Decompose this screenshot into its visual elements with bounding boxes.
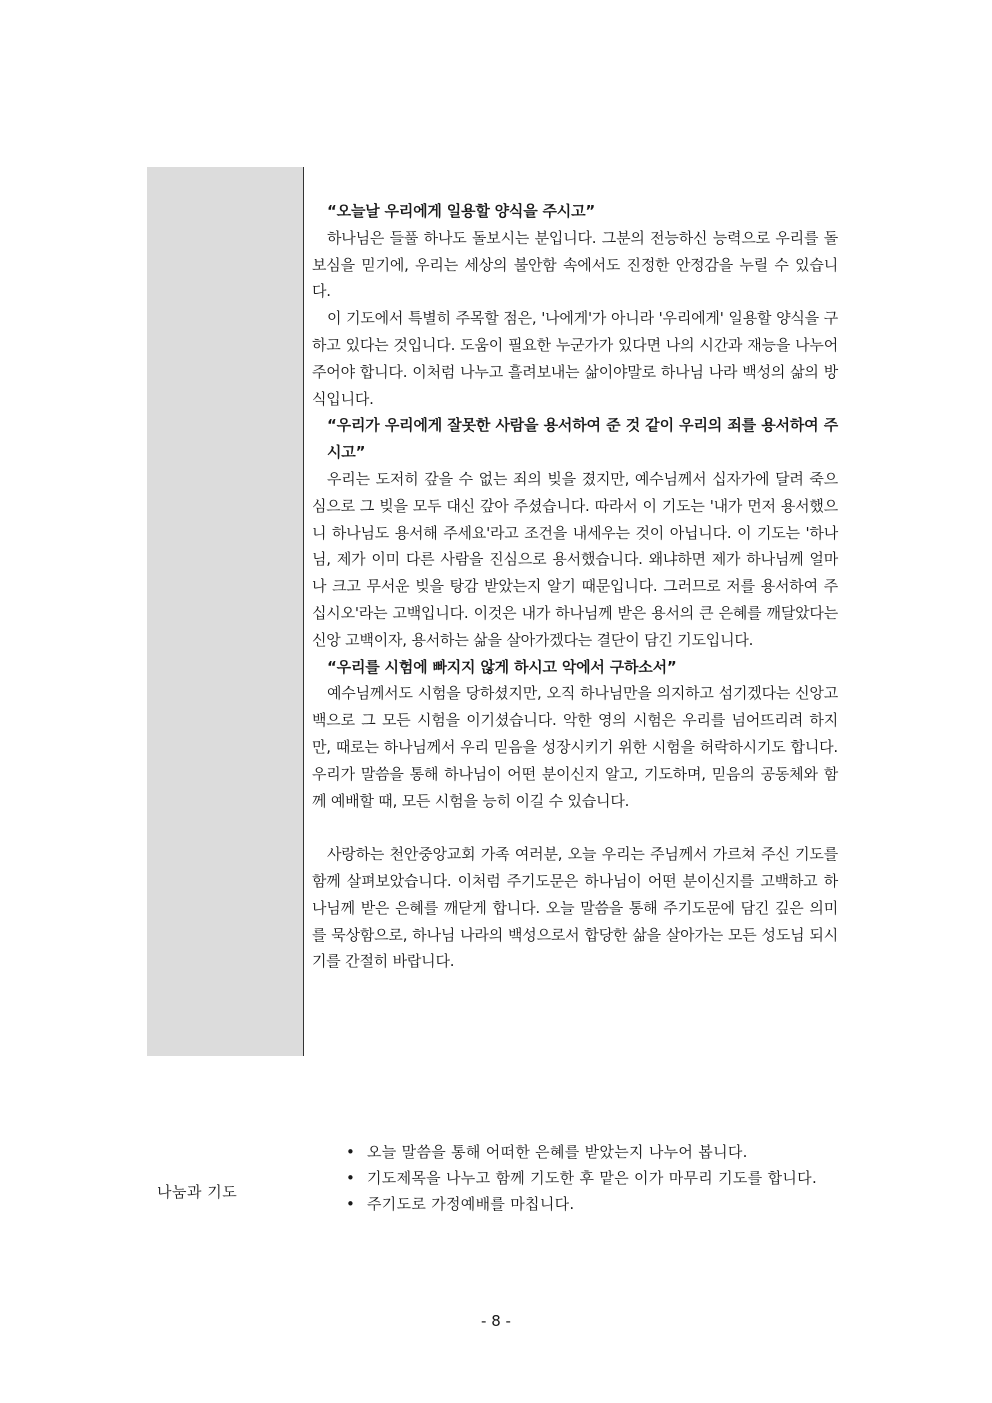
body-paragraph: 우리는 도저히 갚을 수 없는 죄의 빚을 졌지만, 예수님께서 십자가에 달려 죽으심으로 그 빚을 모두 대신 갚아 주셨습니다. 따라서 이 기도는 '내가 먼저 용서했으니 하나님도 용서해 주세요'라고 조건을 내세우는 것이 아닙니다. 이 기도는 '하나님, 제가 이미 다른 사람을 진심으로 용서했습니다. 왜냐하면 제가 하나님께 얼마나 크고 무서운 빚을 탕감 받았는지 알기 때문입니다. 그러므로 저를 용서하여 주십시오'라는 고백입니다. 이것은 내가 하나님께 받은 용서의 큰 은혜를 깨달았다는 신앙 고백이자, 용서하는 삶을 살아가겠다는 결단이 담긴 기도입니다. bbox=[312, 469, 838, 649]
sharing-list bbox=[341, 1139, 831, 1217]
body-paragraph: 예수님께서도 시험을 당하셨지만, 오직 하나님만을 의지하고 섬기겠다는 신앙고백으로 그 모든 시험을 이기셨습니다. 악한 영의 시험은 우리를 넘어뜨리려 하지만, 때로는 하나님께서 우리 믿음을 성장시키기 위한 시험을 허락하시기도 합니다. 우리가 말씀을 통해 하나님이 어떤 분이신지 알고, 기도하며, 믿음의 공동체와 함께 예배할 때, 모든 시험을 능히 이길 수 있습니다. bbox=[312, 684, 838, 810]
bullet-icon: • bbox=[346, 1195, 356, 1213]
list-item-text: 오늘 말씀을 통해 어떠한 은혜를 받았는지 나누어 봅니다. bbox=[367, 1143, 748, 1161]
list-item bbox=[341, 1191, 831, 1217]
vertical-divider bbox=[303, 167, 304, 1056]
bullet-icon: • bbox=[346, 1169, 356, 1187]
list-item bbox=[341, 1165, 831, 1191]
paragraph-gap bbox=[312, 814, 838, 841]
list-item bbox=[341, 1139, 831, 1165]
section-heading: “우리가 우리에게 잘못한 사람을 용서하여 준 것 같이 우리의 죄를 용서하여 주시고” bbox=[327, 416, 838, 462]
list-item-text: 주기도로 가정예배를 마칩니다. bbox=[367, 1195, 575, 1213]
body-paragraph: 사랑하는 천안중앙교회 가족 여러분, 오늘 우리는 주님께서 가르쳐 주신 기도를 함께 살펴보았습니다. 이처럼 주기도문은 하나님이 어떤 분이신지를 고백하고 하나님께 받은 은혜를 깨닫게 합니다. 오늘 말씀을 통해 주기도문에 담긴 깊은 의미를 묵상함으로, 하나님 나라의 백성으로서 합당한 삶을 살아가는 모든 성도님 되시기를 간절히 바랍니다. bbox=[312, 845, 838, 971]
list-item-text: 기도제목을 나누고 함께 기도한 후 맡은 이가 마무리 기도를 합니다. bbox=[367, 1169, 818, 1187]
sharing-label: 나눔과 기도 bbox=[157, 1183, 238, 1201]
body-paragraph: 이 기도에서 특별히 주목할 점은, '나에게'가 아니라 '우리에게' 일용할 양식을 구하고 있다는 것입니다. 도움이 필요한 누군가가 있다면 나의 시간과 재능을 나누어주어야 합니다. 이처럼 나누고 흘려보내는 삶이야말로 하나님 나라 백성의 삶의 방식입니다. bbox=[312, 309, 838, 408]
body-paragraph: 하나님은 들풀 하나도 돌보시는 분입니다. 그분의 전능하신 능력으로 우리를 돌보심을 믿기에, 우리는 세상의 불안함 속에서도 진정한 안정감을 누릴 수 있습니다. bbox=[312, 228, 838, 301]
sidebar-shade bbox=[147, 167, 303, 1056]
section-heading: “오늘날 우리에게 일용할 양식을 주시고” bbox=[327, 202, 596, 220]
sermon-body bbox=[312, 198, 838, 975]
section-heading: “우리를 시험에 빠지지 않게 하시고 악에서 구하소서” bbox=[327, 657, 677, 676]
page-number: - 8 - bbox=[481, 1312, 511, 1330]
bullet-icon: • bbox=[346, 1143, 356, 1161]
